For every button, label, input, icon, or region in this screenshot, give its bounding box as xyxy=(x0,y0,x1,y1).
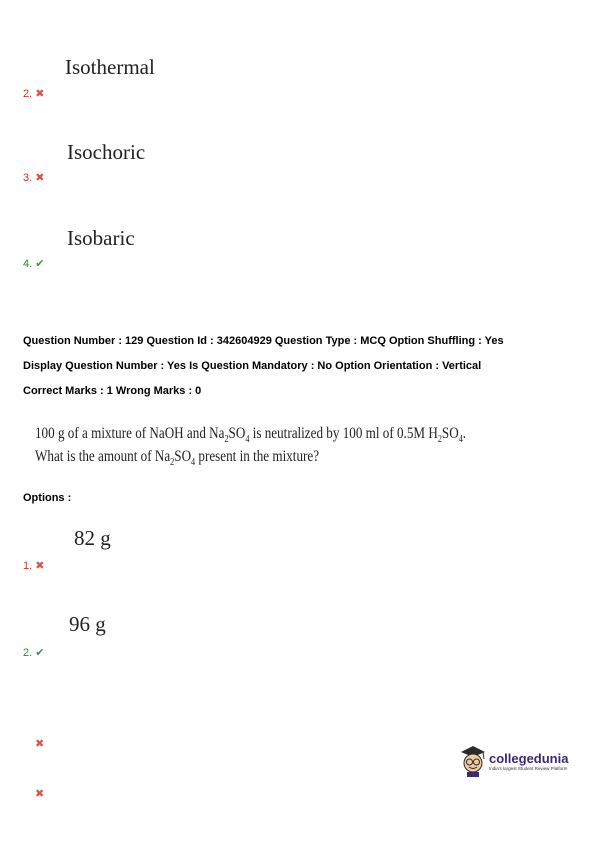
option-row xyxy=(23,556,44,574)
cross-icon: ✖ xyxy=(35,560,45,572)
logo-tagline: India's largest Student Review Platform xyxy=(489,765,568,771)
option-row xyxy=(35,784,44,802)
text-fragment: SO xyxy=(174,448,192,465)
text-fragment: SO xyxy=(228,425,246,442)
subscript: 2 xyxy=(437,434,442,446)
option-number: 1. xyxy=(23,560,33,572)
option-text-isobaric: Isobaric xyxy=(67,226,135,250)
option-row xyxy=(23,168,44,186)
option-text-96g: 96 g xyxy=(69,612,106,636)
option-row xyxy=(23,254,44,272)
text-fragment: 100 g of a mixture of NaOH and Na xyxy=(35,425,225,442)
option-number: 2. xyxy=(23,647,33,659)
option-number: 4. xyxy=(23,258,33,270)
text-fragment: is neutralized by 100 ml of 0.5M H xyxy=(249,425,438,442)
logo-name: collegedunia xyxy=(489,750,569,766)
subscript: 4 xyxy=(245,434,250,446)
question-text-line-2 xyxy=(35,448,319,468)
option-row xyxy=(23,84,44,102)
question-meta-line-1: Question Number : 129 Question Id : 342604929 Question Type : MCQ Option Shuffling : Yes xyxy=(23,335,504,347)
subscript: 2 xyxy=(224,434,229,446)
cross-icon: ✖ xyxy=(35,738,45,750)
check-icon: ✔ xyxy=(35,258,45,270)
text-fragment: . xyxy=(462,425,467,442)
text-fragment: present in the mixture? xyxy=(195,448,320,465)
question-meta-line-2: Display Question Number : Yes Is Question Mandatory : No Option Orientation : Vertical xyxy=(23,360,482,372)
subscript: 2 xyxy=(170,457,175,469)
option-text-isochoric: Isochoric xyxy=(67,140,146,164)
subscript: 4 xyxy=(191,457,196,469)
text-fragment: What is the amount of Na xyxy=(35,448,171,465)
check-icon: ✔ xyxy=(35,647,45,659)
cross-icon: ✖ xyxy=(35,88,45,100)
question-text-line-1 xyxy=(35,425,466,445)
option-row xyxy=(35,734,44,752)
option-number: 3. xyxy=(23,172,33,184)
collegedunia-logo xyxy=(459,744,568,778)
subscript: 4 xyxy=(458,434,463,446)
mascot-icon xyxy=(459,744,487,778)
option-row xyxy=(23,643,44,661)
cross-icon: ✖ xyxy=(35,172,45,184)
option-text-isothermal: Isothermal xyxy=(65,55,155,79)
question-meta-line-3: Correct Marks : 1 Wrong Marks : 0 xyxy=(23,385,202,397)
options-label: Options : xyxy=(23,492,72,504)
logo-text xyxy=(489,752,568,771)
option-number: 2. xyxy=(23,88,33,100)
option-text-82g: 82 g xyxy=(74,526,111,550)
cross-icon: ✖ xyxy=(35,788,45,800)
text-fragment: SO xyxy=(441,425,459,442)
